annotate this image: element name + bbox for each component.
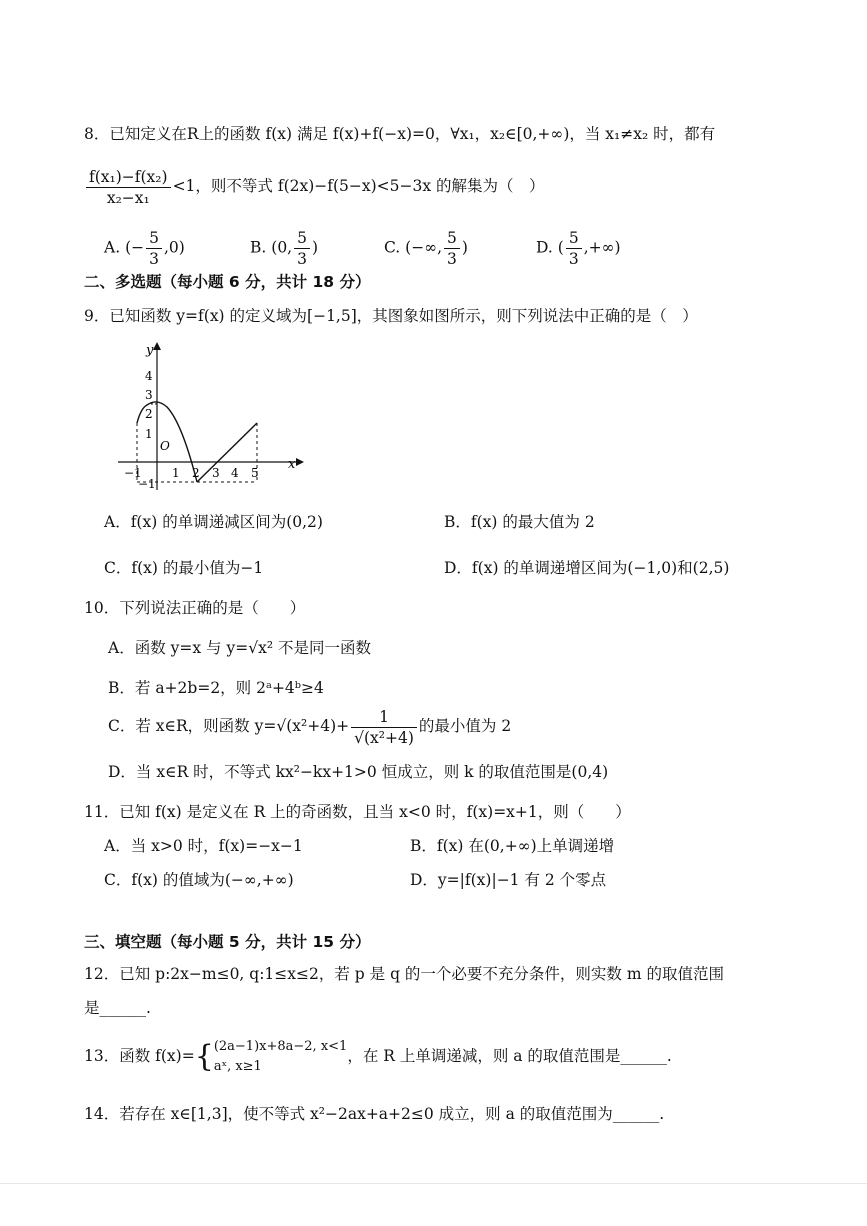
q8-option-d-den: 3 [568, 250, 579, 268]
q8-option-a-den: 3 [149, 250, 159, 268]
q8-option-d-left: ( [557, 238, 564, 257]
graph-y-tick-1: 1 [145, 427, 153, 441]
q10-option-d[interactable]: D．当 x∈R 时，不等式 kx²−kx+1>0 恒成立，则 k 的取值范围是(0,4) [108, 763, 609, 781]
section-heading-multiple-choice: 二、多选题（每小题 6 分，共计 18 分） [84, 273, 371, 291]
q13-brace: { [194, 1039, 214, 1074]
q8-option-c-label: C. [384, 238, 401, 257]
q11-stem: 11．已知 f(x) 是定义在 R 上的奇函数，且当 x<0 时，f(x)=x+1，则（ ） [84, 803, 631, 821]
q8-stem-tail: <1，则不等式 f(2x)−f(5−x)<5−3x 的解集为（ ） [172, 177, 545, 195]
q10-option-c[interactable] [108, 706, 511, 748]
q9-option-b[interactable]: B．f(x) 的最大值为 2 [444, 513, 595, 531]
graph-x-tick-5: 5 [251, 466, 259, 480]
graph-x-label: x [288, 457, 296, 472]
q10-option-c-num: 1 [351, 707, 417, 728]
section-heading-fill-blank: 三、填空题（每小题 5 分，共计 15 分） [84, 933, 371, 951]
q8-option-c[interactable] [384, 228, 468, 269]
q13-case2: aˣ, x≥1 [213, 1059, 262, 1074]
q8-fraction [86, 167, 171, 208]
q8-option-c-left: (−∞, [405, 238, 443, 257]
graph-x-tick-1: 1 [172, 466, 180, 480]
graph-x-tick-4: 4 [231, 466, 239, 480]
graph-y-label: y [146, 343, 154, 358]
graph-x-tick-3: 3 [212, 466, 220, 480]
q14-line[interactable]: 14．若存在 x∈[1,3]，使不等式 x²−2ax+a+2≤0 成立，则 a 的取值范围为______. [84, 1105, 665, 1123]
q13-post: ，在 R 上单调递减，则 a 的取值范围是______. [347, 1047, 672, 1065]
graph-x-axis-arrow [296, 458, 304, 466]
graph-x-tick-neg1: −1 [124, 466, 142, 480]
q8-option-b-den: 3 [297, 250, 307, 268]
q8-option-b-right: ) [311, 238, 319, 257]
q8-stem-line2 [84, 166, 545, 208]
q13-line[interactable] [84, 1034, 672, 1078]
q8-option-d-num: 5 [566, 228, 582, 249]
q8-fraction-denominator: x₂−x₁ [106, 188, 150, 207]
q8-option-a-label: A. [104, 238, 121, 257]
q9-option-c[interactable]: C．f(x) 的最小值为−1 [104, 559, 264, 577]
graph-y-tick-2: 2 [145, 407, 153, 421]
q8-option-d-right: ,+∞) [583, 238, 621, 257]
q11-option-c[interactable]: C．f(x) 的值域为(−∞,+∞) [104, 871, 294, 889]
q13-case1: (2a−1)x+8a−2, x<1 [213, 1039, 348, 1054]
q9-option-d[interactable]: D．f(x) 的单调递增区间为(−1,0)和(2,5) [444, 559, 730, 577]
q8-option-a-left: (− [125, 238, 145, 257]
q11-option-d[interactable]: D．y=|f(x)|−1 有 2 个零点 [410, 871, 607, 889]
q11-option-b[interactable]: B．f(x) 在(0,+∞)上单调递增 [410, 837, 615, 855]
q12-line2[interactable]: 是______. [84, 999, 151, 1017]
q8-option-c-right: ) [461, 238, 468, 257]
q10-option-b[interactable]: B．若 a+2b=2，则 2ᵃ+4ᵇ≥4 [108, 679, 324, 697]
q10-option-a[interactable]: A．函数 y=x 与 y=√x² 不是同一函数 [108, 639, 371, 657]
q8-stem-line1: 8．已知定义在R上的函数 f(x) 满足 f(x)+f(−x)=0，∀x₁，x₂∈[0,+∞)，当 x₁≠x₂ 时，都有 [84, 125, 716, 143]
q10-option-c-post: 的最小值为 2 [418, 717, 512, 735]
graph-y-tick-3: 3 [145, 388, 153, 402]
q8-option-a[interactable] [104, 228, 185, 269]
q8-option-b-left: (0, [271, 238, 293, 257]
q10-option-c-den: √(x²+4) [354, 728, 414, 747]
q10-stem: 10．下列说法正确的是（ ） [84, 599, 306, 617]
graph-origin-label: O [160, 439, 170, 453]
graph-y-tick-4: 4 [145, 369, 153, 383]
graph-curve-line [197, 423, 257, 482]
q10-option-c-pre: C．若 x∈R，则函数 y=√(x²+4)+ [108, 717, 350, 735]
q8-fraction-numerator: f(x₁)−f(x₂) [86, 167, 171, 188]
graph-y-axis-arrow [153, 342, 161, 350]
q8-option-b-num: 5 [294, 228, 310, 249]
graph-x-tick-2: 2 [192, 466, 200, 480]
q8-option-d[interactable] [536, 228, 621, 269]
q8-option-d-label: D. [536, 238, 553, 257]
q13-cases [214, 1037, 348, 1077]
q12-line1: 12．已知 p:2x−m≤0, q:1≤x≤2，若 p 是 q 的一个必要不充分条件，则实数 m 的取值范围 [84, 965, 724, 983]
q9-stem: 9．已知函数 y=f(x) 的定义域为[−1,5]，其图象如图所示，则下列说法中正确的是（ ） [84, 307, 698, 325]
q9-function-graph [110, 338, 310, 498]
q13-pre: 13．函数 f(x)= [84, 1047, 195, 1065]
graph-y-tick-neg1: −1 [138, 477, 156, 491]
q8-option-c-den: 3 [447, 250, 457, 268]
q8-option-c-num: 5 [444, 228, 460, 249]
q8-option-a-num: 5 [146, 228, 162, 249]
q9-option-a[interactable]: A．f(x) 的单调递减区间为(0,2) [104, 513, 323, 531]
q11-option-a[interactable]: A．当 x>0 时，f(x)=−x−1 [104, 837, 303, 855]
q8-option-b-label: B. [250, 238, 267, 257]
q8-option-a-right: ,0) [163, 238, 185, 257]
q8-option-b[interactable] [250, 228, 318, 269]
page-bottom-rule [0, 1183, 867, 1184]
